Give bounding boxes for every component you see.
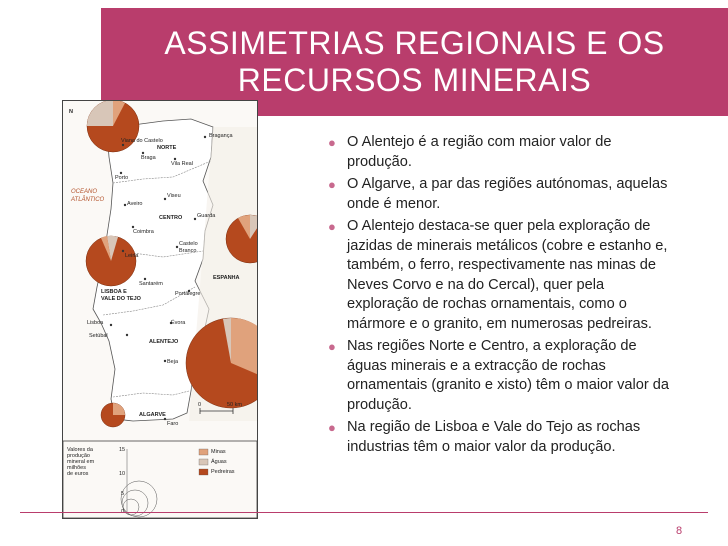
legend-value-line4: milhões — [67, 465, 86, 471]
city-label-faro: Faro — [167, 421, 179, 427]
bullet-text: Na região de Lisboa e Vale do Tejo as rochas industrias têm o maior valor da produção. — [347, 419, 641, 455]
region-label-algarve: ALGARVE — [139, 412, 166, 418]
city-label-porto: Porto — [115, 175, 129, 181]
slide-title — [164, 25, 664, 99]
region-label-alentejo: ALENTEJO — [149, 339, 179, 345]
bullet-dot-icon: ● — [328, 219, 336, 234]
city-label-leiria: Leiria — [125, 253, 139, 259]
scale-km-label: 50 km — [227, 402, 242, 408]
city-label-santarem: Santarém — [139, 281, 163, 287]
pie-algarve — [101, 403, 125, 427]
region-label-lisboa-1: LISBOA E — [101, 289, 127, 295]
bullet-list — [327, 133, 677, 460]
region-label-espanha: ESPANHA — [213, 275, 240, 281]
bullet-item — [327, 175, 677, 214]
city-label-aveiro: Aveiro — [127, 201, 143, 207]
region-label-lisboa-2: VALE DO TEJO — [101, 296, 141, 302]
legend-label-pedreiras: Pedreiras — [211, 469, 235, 475]
portugal-map-graphic — [63, 101, 257, 518]
city-label-braganca: Bragança — [209, 133, 233, 139]
pie-lisboa — [86, 236, 139, 286]
bullet-item — [327, 337, 677, 415]
legend-swatch-aguas — [199, 459, 208, 465]
city-label-portalegre: Portalegre — [175, 291, 201, 297]
city-label-guarda: Guarda — [197, 213, 216, 219]
city-label-braga: Braga — [141, 155, 156, 161]
city-label-vila-real: Vila Real — [171, 161, 193, 167]
legend-value-line3: mineral em — [67, 459, 95, 465]
city-label-viana: Viana do Castelo — [121, 138, 163, 144]
city-label-beja: Beja — [167, 359, 179, 365]
city-label-castelo-1: Castelo — [179, 241, 198, 247]
legend-label-aguas: Águas — [211, 459, 227, 465]
bullet-text: O Alentejo destaca-se quer pela exploração de jazidas de minerais metálicos (cobre e estanho e, também, o ferro, respectivamente nas minas de Neves Corvo e na do Cercal), quer pela exploração de rochas ornamentais, como o mármore e o granito, em numerosas pedreiras. — [347, 218, 668, 332]
legend-swatch-minas — [199, 449, 208, 455]
city-label-setubal: Setúbal — [89, 333, 108, 339]
scale-zero-label: 0 — [198, 402, 202, 408]
bullet-dot-icon: ● — [328, 420, 336, 435]
legend-tick-10: 10 — [119, 471, 126, 477]
region-label-norte: NORTE — [157, 145, 177, 151]
legend-swatch-pedreiras — [199, 469, 208, 475]
mineral-production-map — [62, 100, 258, 519]
ocean-label-2: ATLÂNTICO — [71, 197, 105, 203]
legend-value-line5: de euros — [67, 471, 89, 477]
bullet-item — [327, 133, 677, 172]
legend-label-minas: Minas — [211, 449, 226, 455]
bullet-text: O Algarve, a par das regiões autónomas, aquelas onde é menor. — [347, 176, 668, 212]
bullet-text: O Alentejo é a região com maior valor de produção. — [347, 134, 612, 170]
bullet-dot-icon: ● — [328, 135, 336, 150]
ocean-label-1: OCEANO — [71, 189, 98, 195]
city-label-lisboa: Lisboa — [87, 320, 104, 326]
legend-value-line1: Valores da — [67, 447, 93, 453]
bullet-dot-icon: ● — [328, 339, 336, 354]
pie-norte — [87, 101, 139, 152]
bullet-text: Nas regiões Norte e Centro, a exploração de águas minerais e a extracção de rochas ornamentais (granito e xisto) têm o maior valor da produção. — [347, 338, 670, 413]
north-arrow-label: N — [69, 109, 73, 115]
legend-value-line2: produção — [67, 453, 90, 459]
legend-tick-15: 15 — [119, 447, 126, 453]
city-label-viseu: Viseu — [167, 193, 181, 199]
city-label-coimbra: Coimbra — [133, 229, 154, 235]
bullet-item — [327, 418, 677, 457]
slide-title-line2: RECURSOS MINERAIS — [237, 62, 592, 98]
bullet-dot-icon: ● — [328, 177, 336, 192]
region-label-centro: CENTRO — [159, 215, 183, 221]
city-label-evora: Évora — [171, 320, 186, 326]
page-number: 8 — [676, 525, 683, 537]
bullet-item — [327, 217, 677, 334]
legend-tick-5: 5 — [121, 491, 125, 497]
footer-divider — [20, 512, 708, 513]
city-label-castelo-2: Branco — [179, 248, 197, 254]
slide-title-line1: ASSIMETRIAS REGIONAIS E OS — [164, 25, 665, 61]
